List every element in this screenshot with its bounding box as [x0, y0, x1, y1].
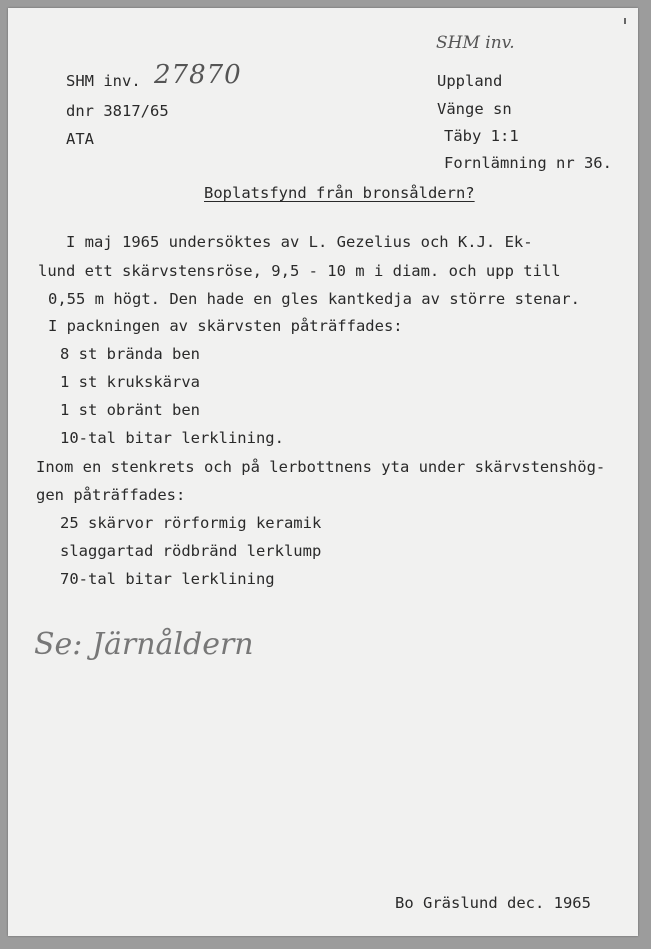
- body-line: Inom en stenkrets och på lerbottnens yta under skärvstenshög-: [36, 458, 606, 476]
- shm-handwritten-note: SHM inv.: [436, 33, 515, 53]
- farm-designation: Täby 1:1: [444, 127, 519, 145]
- agency: ATA: [66, 130, 94, 148]
- body-line: 0,55 m högt. Den hade en gles kantkedja av större stenar.: [48, 290, 580, 308]
- find-item: slaggartad rödbränd lerklump: [60, 542, 322, 560]
- body-line: I maj 1965 undersöktes av L. Gezelius och K.J. Ek-: [66, 233, 533, 251]
- find-item: 1 st krukskärva: [60, 373, 200, 391]
- signature-date: Bo Gräslund dec. 1965: [395, 894, 591, 912]
- corner-mark: [624, 18, 626, 24]
- parish: Vänge sn: [437, 100, 512, 118]
- dnr-number: dnr 3817/65: [66, 102, 169, 120]
- find-item: 10-tal bitar lerklining.: [60, 429, 284, 447]
- inv-label: SHM inv.: [66, 72, 141, 90]
- body-line: gen påträffades:: [36, 486, 186, 504]
- site-number: Fornlämning nr 36.: [444, 154, 612, 172]
- handwritten-cross-reference: Se: Järnåldern: [34, 627, 254, 662]
- body-line: lund ett skärvstensröse, 9,5 - 10 m i diam. och upp till: [38, 262, 561, 280]
- find-item: 25 skärvor rörformig keramik: [60, 514, 322, 532]
- catalogue-card: [8, 8, 638, 936]
- card-title: Boplatsfynd från bronsåldern?: [204, 184, 475, 202]
- find-item: 70-tal bitar lerklining: [60, 570, 275, 588]
- body-line: I packningen av skärvsten påträffades:: [48, 317, 403, 335]
- province: Uppland: [437, 72, 503, 90]
- find-item: 1 st obränt ben: [60, 401, 200, 419]
- find-item: 8 st brända ben: [60, 345, 200, 363]
- inv-number: 27870: [154, 60, 242, 90]
